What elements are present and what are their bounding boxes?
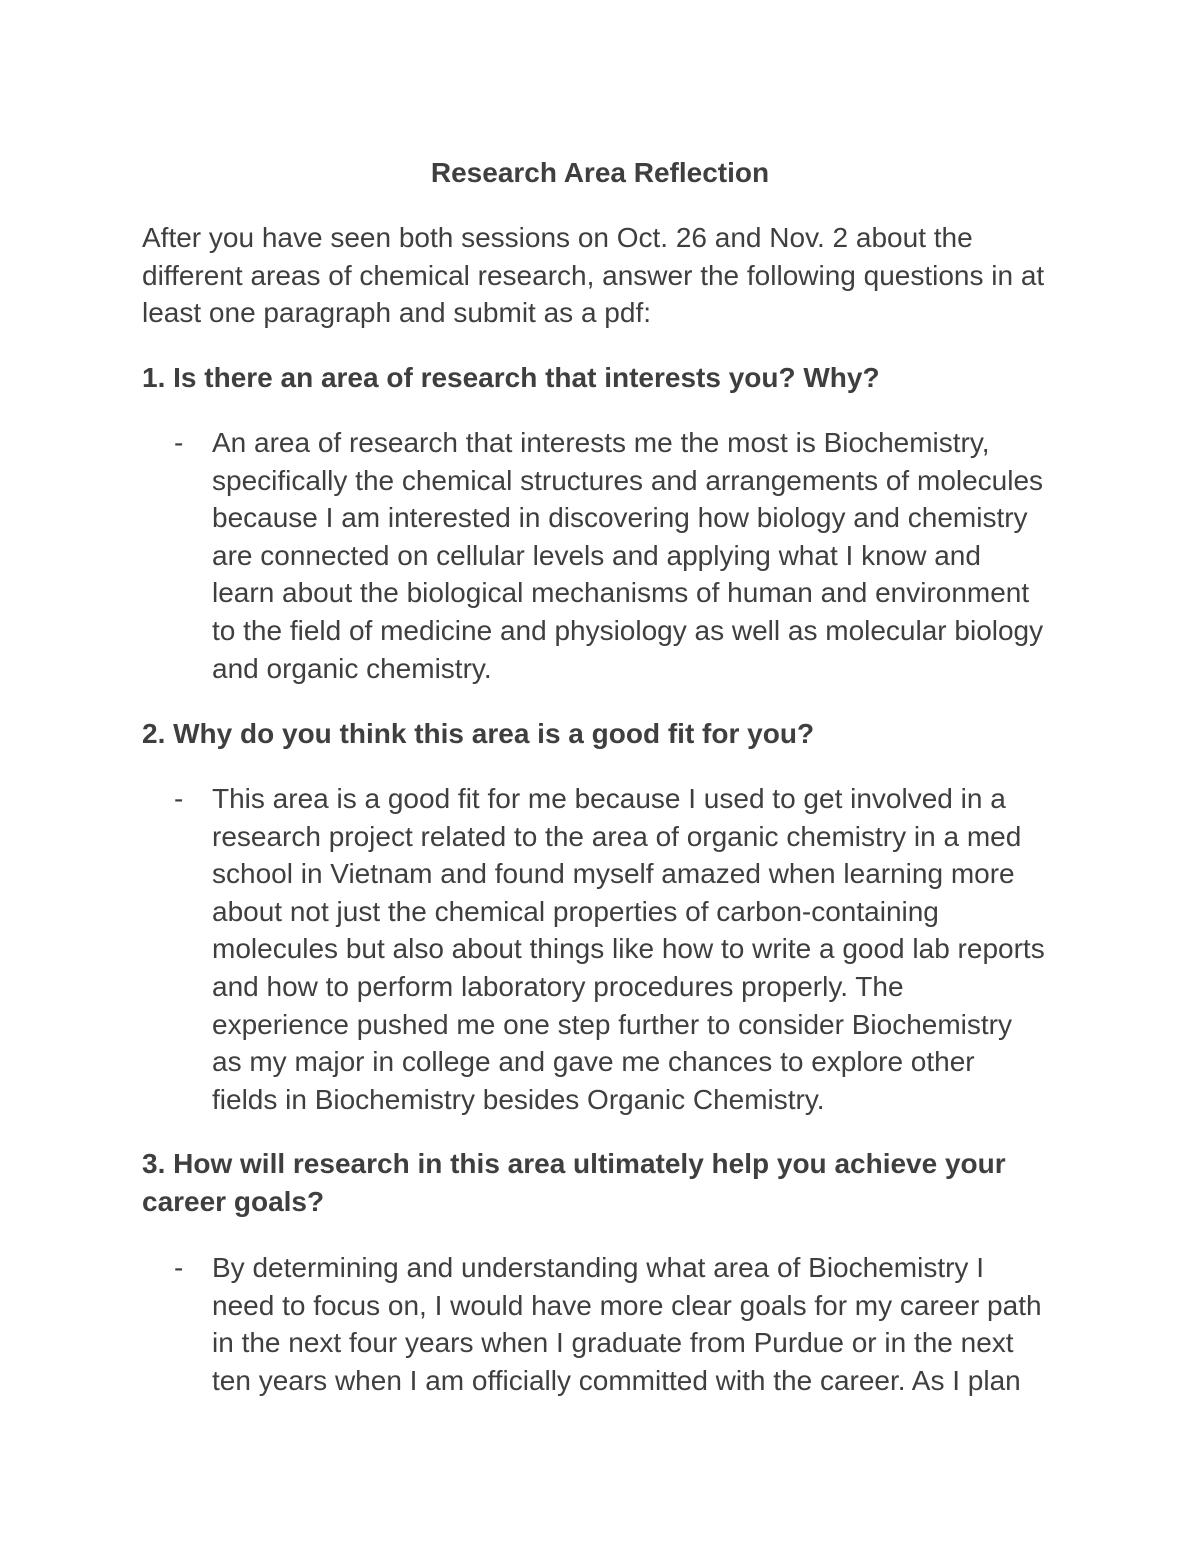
answer-line: specifically the chemical structures and arrangements of molecules — [212, 464, 1044, 496]
bullet-dash: - — [174, 783, 184, 814]
answer-text — [212, 424, 1082, 687]
answer-line: about not just the chemical properties of carbon-containing — [212, 895, 939, 927]
answer-line: and how to perform laboratory procedures properly. The — [212, 970, 904, 1002]
intro-line: After you have seen both sessions on Oct. 26 and Nov. 2 about the — [142, 222, 973, 253]
answer-line: in the next four years when I graduate from Purdue or in the next — [212, 1327, 1014, 1359]
answer-line: An area of research that interests me the most is Biochemistry, — [212, 427, 990, 458]
question-line: 1. Is there an area of research that interests you? Why? — [142, 362, 880, 393]
bullet-dash: - — [174, 1252, 184, 1283]
bullet-dash: - — [174, 427, 184, 458]
answer-line: school in Vietnam and found myself amazed when learning more — [212, 858, 1015, 890]
answer-line: molecules but also about things like how to write a good lab reports — [212, 933, 1045, 965]
answer-line: to the field of medicine and physiology as well as molecular biology — [212, 614, 1044, 646]
question-line: career goals? — [142, 1186, 325, 1217]
answer-line: ten years when I am officially committed with the career. As I plan — [212, 1364, 1021, 1396]
answer-line: because I am interested in discovering how biology and chemistry — [212, 502, 1028, 534]
answer-line: research project related to the area of organic chemistry in a med — [212, 820, 1022, 852]
answer-line: experience pushed me one step further to consider Biochemistry — [212, 1008, 1012, 1040]
answer-text — [212, 780, 1082, 1118]
answer-line: need to focus on, I would have more clear goals for my career path — [212, 1289, 1042, 1321]
question-2 — [142, 715, 1082, 753]
question-line: 3. How will research in this area ultimately help you achieve your — [142, 1148, 1006, 1179]
answer-line: By determining and understanding what area of Biochemistry I — [212, 1252, 984, 1283]
question-3 — [142, 1145, 1082, 1221]
question-line: 2. Why do you think this area is a good fit for you? — [142, 718, 815, 749]
answer-line: are connected on cellular levels and applying what I know and — [212, 539, 981, 571]
question-1 — [142, 359, 1082, 397]
answer-line: as my major in college and gave me chances to explore other — [212, 1046, 975, 1078]
document-title: Research Area Reflection — [430, 157, 770, 188]
intro-line: least one paragraph and submit as a pdf: — [142, 297, 652, 328]
answer-line: fields in Biochemistry besides Organic Chemistry. — [212, 1083, 825, 1115]
intro-paragraph — [142, 219, 1082, 332]
answer-line: This area is a good fit for me because I used to get involved in a — [212, 783, 1006, 814]
answer-line: and organic chemistry. — [212, 652, 492, 684]
answer-line: learn about the biological mechanisms of human and environment — [212, 577, 1030, 609]
intro-line: different areas of chemical research, answer the following questions in at — [142, 259, 1045, 291]
answer-text — [212, 1249, 1082, 1399]
